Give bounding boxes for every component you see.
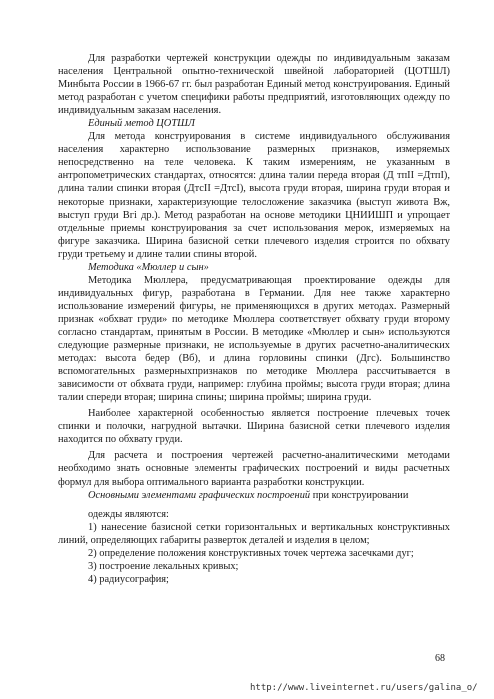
section-heading-muller: Методика «Мюллер и сын» bbox=[88, 261, 209, 273]
document-body bbox=[58, 52, 450, 586]
list-item-1: 1) нанесение базисной сетки горизонтальных и вертикальных конструктивных линий, определяющих габариты разверток деталей и изделия в целом; bbox=[58, 521, 450, 546]
elements-italic-text: Основными элементами графических построений bbox=[88, 489, 311, 501]
list-item-4: 4) радиусография; bbox=[88, 573, 169, 585]
watermark-url: http://www.liveinternet.ru/users/galina_o/ bbox=[250, 683, 478, 693]
list-item-3: 3) построение лекальных кривых; bbox=[88, 560, 239, 572]
paragraph-calculation: Для расчета и построения чертежей расчетно-аналитическими методами необходимо знать основные элементы графических построений и виды расчетных формул для выбора оптимального варианта разработки конструкции. bbox=[58, 450, 450, 488]
paragraph-elements-list-intro: одежды являются: bbox=[88, 508, 169, 520]
paragraph-intro: Для разработки чертежей конструкции одежды по индивидуальным заказам населения Центральной опытно-технической швейной лабораторией (ЦОТШЛ) Минбыта России в 1966-67 гг. был разработан Единый метод конструирования. Единый метод разработан с учетом специфики работы предприятий, изготовляющих одежду по индивидуальным заказам населения. bbox=[58, 53, 450, 117]
paragraph-elements-intro: Основными элементами графических построений при конструировании bbox=[88, 489, 409, 501]
section-heading-cotshl: Единый метод ЦОТШЛ bbox=[88, 118, 195, 130]
paragraph-features: Наиболее характерной особенностью является построение плечевых точек спинки и полочки, нагрудной вытачки. Ширина базисной сетки плечевого изделия находится по обхвату груди. bbox=[58, 408, 450, 446]
paragraph-cotshl: Для метода конструирования в системе индивидуального обслуживания населения характерно использование размерных признаков, измеряемых непосредственно на теле человека. К таким измерениям, не указанным в антропометрических стандартах, относятся: длина талии переда вторая (Д тпII =ДтпI), длина талии спинки вторая (ДтсII =ДтсI), высота груди вторая, ширина груди вторая и некоторые признаки, характеризующие телосложение заказчика (выступ живота Вж, выступ груди Вгi др.). Метод разработан на основе методики ЦНИИШП и упрощает отдельные приемы конструирования за счет использования мерок, измеряемых на фигуре заказчика. Ширина базисной сетки плечевого изделия строится по обхвату груди третьему и длине талии спины второй. bbox=[58, 131, 450, 260]
page-number: 68 bbox=[435, 653, 445, 664]
paragraph-muller: Методика Мюллера, предусматривающая проектирование одежды для индивидуальных фигур, разработана в Германии. Для нее также характерно использование измерений фигуры, не применяющихся в других методах. Размерный признак «обхват груди» по методике Мюллера соответствует обхвату груди второму согласно стандартам, принятым в России. В методике «Мюллер и сын» используются следующие размерные признаки, не используемые в других расчетно-аналитических методах: высота бедер (Вб), и длина горловины спинки (Дгс). Большинство вспомогательных размерныхпризнаков по методике Мюллера рассчитывается в зависимости от обхвата груди, например: глубина проймы; высота груди вторая; длина талии спереди вторая; ширина спины; ширина проймы; ширина груди. bbox=[58, 274, 450, 404]
list-item-2: 2) определение положения конструктивных точек чертежа засечками дуг; bbox=[88, 547, 414, 559]
